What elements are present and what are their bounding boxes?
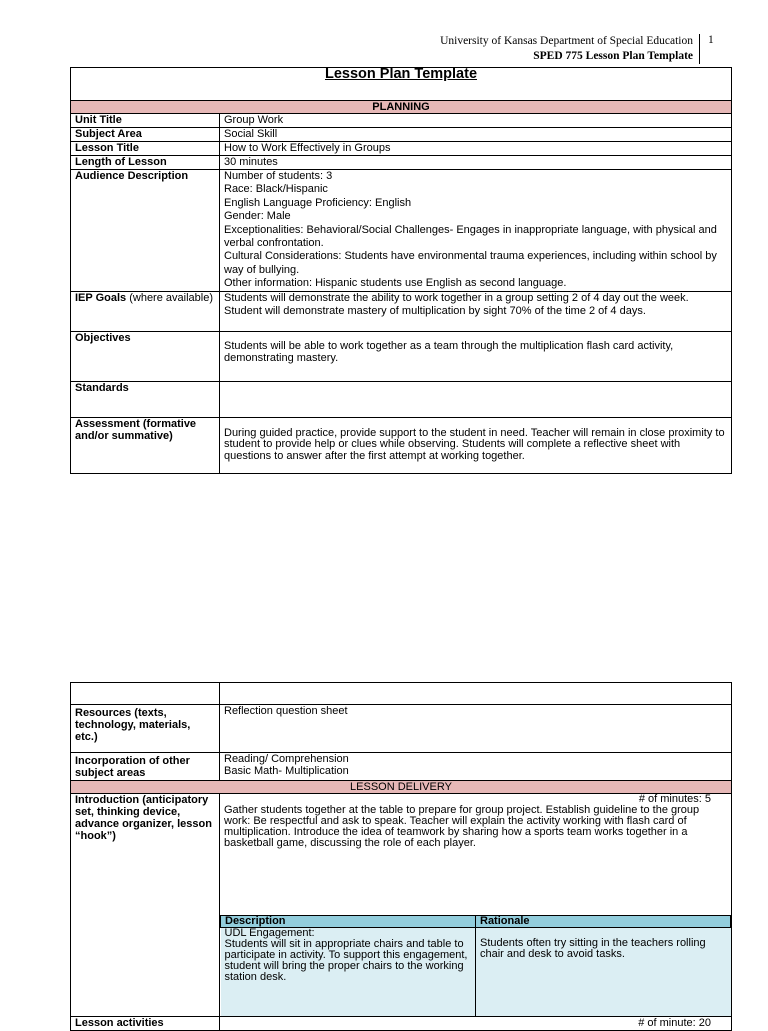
description-line: Students will sit in appropriate chairs and table to participate in activity. To support this engagement, student will bring the proper chairs to the working station desk. (224, 938, 468, 983)
iep-line: Student will demonstrate mastery of multiplication by sight 70% of the time 2 of 4 days. (224, 304, 646, 317)
description-rationale-table (220, 915, 731, 1016)
page-number: 1 (708, 34, 714, 46)
introduction-label: Introduction (anticipatory set, thinking device, advance organizer, lesson “hook”) (71, 794, 220, 1017)
resources-label: Resources (texts, technology, materials, etc.) (71, 705, 220, 753)
iep-label-text: IEP Goals (75, 291, 127, 304)
audience-line: Gender: Male (224, 210, 291, 223)
header-department: University of Kansas Department of Special Education (440, 35, 693, 47)
introduction-value (220, 794, 732, 1017)
planning-table (70, 67, 732, 474)
objectives-value: Students will be able to work together as a team through the multiplication flash card activity, demonstrating mastery. (220, 331, 732, 381)
activities-label: Lesson activities (71, 1017, 220, 1031)
planning-band: PLANNING (71, 101, 732, 114)
unit-title-value: Group Work (220, 114, 732, 128)
description-cell (221, 928, 476, 1017)
iep-label-note: (where available) (129, 291, 213, 304)
subject-area-value: Social Skill (220, 128, 732, 142)
objectives-label: Objectives (71, 331, 220, 381)
activities-minutes: # of minute: 20 (638, 1017, 711, 1029)
standards-label: Standards (71, 381, 220, 417)
description-line: UDL Engagement: (224, 927, 315, 939)
lesson-title-value: How to Work Effectively in Groups (220, 142, 732, 156)
iep-value (220, 291, 732, 331)
incorporation-label: Incorporation of other subject areas (71, 753, 220, 781)
audience-line: Other information: Hispanic students use English as second language. (224, 277, 567, 290)
audience-line: Exceptionalities: Behavioral/Social Challenges- Engages in inappropriate language, with physical and verbal confrontation. (224, 223, 717, 250)
audience-line: English Language Proficiency: English (224, 196, 412, 209)
assessment-value: During guided practice, provide support to the student in need. Teacher will remain in close proximity to student to provide help or clues while observing. Students will complete a reflective sheet with questions to answer after the first attempt at working together. (220, 417, 732, 473)
lesson-delivery-band: LESSON DELIVERY (71, 781, 732, 794)
audience-line: Race: Black/Hispanic (224, 183, 328, 196)
description-header: Description (221, 916, 476, 928)
audience-line: Cultural Considerations: Students have environmental trauma experiences, including within school by way of bullying. (224, 250, 717, 276)
introduction-text: Gather students together at the table to prepare for group project. Establish guideline to the group work: Be respectful and ask to speak. Teacher will explain the activity working with flash card of multiplication. Introduce the idea of teamwork by sharing how a sports team works together in a basketball game, discussing the role of each player. (224, 804, 700, 849)
incorporation-line: Basic Math- Multiplication (224, 765, 349, 777)
length-label: Length of Lesson (71, 156, 220, 170)
lesson-plan-title: Lesson Plan Template (71, 68, 732, 101)
audience-label: Audience Description (71, 170, 220, 292)
introduction-minutes: # of minutes: 5 (638, 793, 711, 805)
blank-cell (220, 683, 732, 705)
unit-title-label: Unit Title (71, 114, 220, 128)
length-value: 30 minutes (220, 156, 732, 170)
rationale-cell: Students often try sitting in the teachers rolling chair and desk to avoid tasks. (476, 928, 731, 1017)
audience-value (220, 170, 732, 292)
resources-value: Reflection question sheet (220, 705, 732, 753)
incorporation-line: Reading/ Comprehension (224, 753, 349, 765)
standards-value (220, 381, 732, 417)
iep-line: Students will demonstrate the ability to work together in a group setting 2 of 4 day out the week. (224, 291, 689, 304)
lesson-title-label: Lesson Title (71, 142, 220, 156)
rationale-header: Rationale (476, 916, 731, 928)
page-header (440, 34, 700, 64)
iep-label (71, 291, 220, 331)
audience-line: Number of students: 3 (224, 170, 333, 182)
delivery-table (70, 682, 732, 1031)
blank-cell (71, 683, 220, 705)
incorporation-value (220, 753, 732, 781)
header-course: SPED 775 Lesson Plan Template (533, 50, 693, 62)
subject-area-label: Subject Area (71, 128, 220, 142)
assessment-label: Assessment (formative and/or summative) (71, 417, 220, 473)
